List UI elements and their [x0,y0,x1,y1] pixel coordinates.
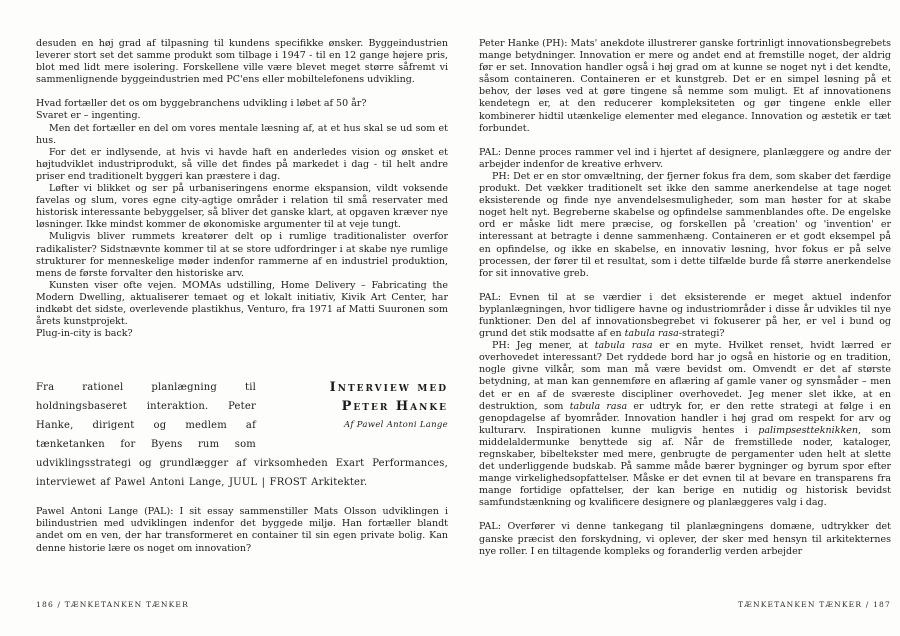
paragraph: Peter Hanke (PH): Mats' anekdote illustrerer ganske fortrinligt innovationsbegrebets mange betydninger. Innovation er mere og andet end at fremstille noget, der aldrig før er set. Innovation handler også i høj grad om at kunne se noget nyt i det kendte, såsom containeren. Containeren er et kunstgreb. Det er en simpel løsning på et behov, der løses ved at gøre tingene så nemme som muligt. Et af innovationens kendetegn er, at den reducerer kompleksiteten og gør tingene enkle eller kombinerer hidtil utænkelige elementer med elegance. Innovation og æstetik er tæt forbundet. [479,38,891,134]
paragraph: Pawel Antoni Lange (PAL): I sit essay sammenstiller Mats Olsson udviklingen i bilindustrien med udviklingen indenfor det byggede miljø. Han fortæller blandt andet om en ven, der har transformeret en container til sin egen private bolig. Kan denne historie lære os noget om innovation? [36,506,448,554]
paragraph: Løfter vi blikket og ser på urbaniseringens enorme ekspansion, vildt voksende favelas og slum, vores egne city-agtige områder i relation til små reservater med historisk interessante bebyggelser, så bliver det ganske klart, at opgaven kræver nye løsninger. Ikke mindst kommer de økonomiske argumenter til at veje tungt. [36,183,448,231]
term-emphasis: palimpsestteknikken [758,424,858,436]
paragraph: PH: Det er en stor omvæltning, der fjerner fokus fra dem, som skaber det færdige produkt. Det vækker traditionelt set ikke den samme anerkendelse at tage noget eksisterende og finde nye anvendelsesmuligheder, som man høster for at skabe noget helt nyt. Begreberne skabelse og opfindelse sammenblandes ofte. De engelske ord er måske lidt mere præcise, og forskellen på 'creation' og 'invention' er interessant at betragte i denne sammenhæng. Containeren er et godt eksempel på en opfindelse, og ikke en skabelse, en innovativ løsning, hvor fokus er på selve processen, der fører til et resultat, som i dette tilfælde burde få større anerkendelse for sit innovative greb. [479,170,891,279]
latin-phrase: tabula rasa [624,328,679,340]
interview-title-line1: Interview med [329,380,448,396]
left-body-text [36,38,448,340]
latin-phrase: tabula rasa [569,400,628,412]
interview-byline: Af Pawel Antoni Lange [344,420,448,431]
interview-heading [256,378,448,450]
paragraph: Men det fortæller en del om vores mentale læsning af, at et hus skal se ud som et hus. [36,122,448,146]
left-page [36,38,448,555]
intro-paragraph: Fra rationel planlægning til holdningsbaseret interaktion. Peter Hanke, dirigent og medlem af tænketanken for Byens rum som udviklingsstrategi og grundlægger af virksomheden Exart Performances, interviewet af Pawel Antoni Lange, JUUL | FROST Arkitekter. [36,382,448,489]
interview-title-line2: Peter Hanke [341,399,448,415]
interview-title [256,378,448,416]
paragraph: Svaret er – ingenting. [36,110,141,122]
right-page-footer: TÆNKETANKEN TÆNKER / 187 [738,600,891,609]
latin-phrase: tabula rasa [594,340,653,352]
right-body-text [479,38,891,558]
paragraph: Plug-in-city is back? [36,328,133,340]
paragraph: PAL: Evnen til at se værdier i det eksisterende er meget aktuel indenfor byplanlægningen, hvor tidligere havne og industriområder i disse år udvikles til nye funktioner. Den del af innovationsbegrebet vi fokuserer på her, er vel i bund og grund det stik modsatte af en tabula rasa-strategi? [479,291,891,340]
paragraph: Kunsten viser ofte vejen. MOMAs udstilling, Home Delivery – Fabricating the Modern Dwelling, aktualiserer temaet og et lokalt initiativ, Kivik Art Center, har indkøbt det sidste, overlevende plastikhus, Venturo, fra 1971 af Matti Suuronen som årets kunstprojekt. [36,279,448,328]
paragraph: PAL: Denne proces rammer vel ind i hjertet af designere, planlæggere og andre der arbejder indenfor de kreative erhverv. [479,146,891,170]
interview-intro-section [36,378,448,554]
paragraph: PH: Jeg mener, at tabula rasa er en myte. Hvilket renset, hvidt lærred er overhovedet interessant? Det ryddede bord har jo også en historie og en tradition, nogle givne vilkår, som man må være bevidst om. Omvendt er det af største betydning, at man kan gennemføre en aflæring af gamle vaner og synsmåder – men det er en af de sværeste discipliner overhovedet. Jeg mener slet ikke, at en destruktion, som tabula rasa er udtryk for, er den rette strategi at følge i en genopdagelse af byområder. Innovation handler i høj grad om respekt for arv og kulturarv. Inspirationen kunne muligvis hentes i palimpsestteknikken, som middelaldermunke benyttede sig af. Når de fremstillede noder, kataloger, regnskaber, bibeltekster med mere, genbrugte de pergamenter uden helt at slette det underliggende budskab. På samme måde bærer bygninger og byrum spor efter mange virkelighedsopfattelser. Måske er det evnen til at bevare en transparens fra mange fortidige opfattelser, der kan berige en nutidig og historisk bevidst samfundstænkning og kvalificere designere og planlæggeres valg i dag. [479,340,892,509]
paragraph: For det er indlysende, at hvis vi havde haft en anderledes vision og ønsket et højtudviklet industriprodukt, så ville det findes på markedet i dag - til helt andre priser end traditionelt byggeri kan præstere i dag. [36,146,448,182]
paragraph: Hvad fortæller det os om byggebranchens udvikling i løbet af 50 år? [36,98,367,110]
paragraph: Muligvis bliver rummets kreatører delt op i rumlige traditionalister overfor radikalister? Sidstnævnte kommer til at se store udfordringer i at skabe nye rumlige strukturer for menneskelige møder indenfor rammerne af en industriel produktion, mens de første forvalter den historiske arv. [36,231,448,279]
right-page [479,38,891,558]
left-page-footer: 186 / TÆNKETANKEN TÆNKER [36,600,189,609]
paragraph: desuden en høj grad af tilpasning til kundens specifikke ønsker. Byggeindustrien leverer stort set det samme produkt som tilbage i 1947 - til en 12 gange højere pris, blot med lidt mere isolering. Forskellene ville være blevet meget større såfremt vi sammenlignende byggeindustrien med PC'ens eller mobiltelefonens udvikling. [36,38,448,86]
paragraph: PAL: Overfører vi denne tankegang til planlægningens domæne, udtrykker det ganske præcist den forskydning, vi oplever, der sker med hensyn til arkitekternes nye roller. I en tiltagende kompleks og foranderlig verden arbejder [479,521,891,557]
